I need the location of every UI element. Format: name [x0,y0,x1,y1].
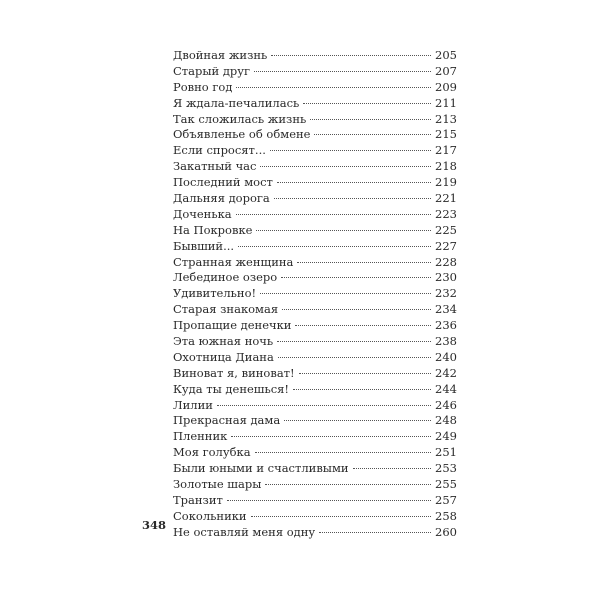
dot-leader [293,389,431,390]
dot-leader [281,277,431,278]
toc-entry-title: Куда ты денешься! [173,381,290,396]
toc-entry [173,318,457,334]
toc-entry [173,302,457,318]
toc-entry [173,398,457,414]
dot-leader [277,182,431,183]
toc-entry-title: Лебединое озеро [173,270,278,285]
toc-entry-title: Объявленье об обмене [173,127,311,142]
toc-entry-title: Ровно год [173,79,233,94]
dot-leader [254,71,431,72]
dot-leader [284,420,431,421]
toc-entry [173,255,457,271]
toc-entry-title: Лилии [173,397,213,412]
dot-leader [231,436,431,437]
toc-entry-title: Так сложилась жизнь [173,111,307,126]
dot-leader [303,103,431,104]
toc-entry [173,461,457,477]
toc-entry-title: Удивительно! [173,286,257,301]
toc-entry-page: 227 [435,238,457,253]
dot-leader [319,532,431,533]
dot-leader [236,214,431,215]
toc-entry-page: 230 [435,270,457,285]
toc-entry-title: Двойная жизнь [173,48,268,62]
dot-leader [260,293,431,294]
dot-leader [297,262,431,263]
toc-entry-page: 255 [435,477,457,492]
toc-entry-page: 258 [435,508,457,523]
toc-entry [173,286,457,302]
toc-entry-page: 234 [435,302,457,317]
dot-leader [310,119,431,120]
toc-entry-page: 228 [435,254,457,269]
toc-entry [173,96,457,112]
toc-entry [173,207,457,223]
toc-entry [173,445,457,461]
dot-leader [256,230,431,231]
toc-entry-page: 221 [435,191,457,206]
dot-leader [314,134,431,135]
toc-entry-title: Последний мост [173,175,273,190]
toc-entry [173,413,457,429]
toc-entry [173,525,457,541]
toc-entry-page: 232 [435,286,457,301]
toc-entry [173,127,457,143]
toc-entry-page: 260 [435,524,457,539]
toc-entry [173,334,457,350]
toc-entry-title: Пленник [173,429,228,444]
toc-entry [173,48,457,64]
toc-entry-title: Эта южная ночь [173,334,274,349]
toc-entry-title: Были юными и счастливыми [173,461,349,476]
toc-entry [173,477,457,493]
toc-entry-page: 248 [435,413,457,428]
toc-entry [173,159,457,175]
dot-leader [251,516,431,517]
toc-entry-page: 257 [435,492,457,507]
toc-entry-page: 207 [435,63,457,78]
dot-leader [274,198,431,199]
toc-entry-title: Моя голубка [173,445,251,460]
toc-entry-page: 240 [435,349,457,364]
toc-entry [173,80,457,96]
toc-entry-title: Виноват я, виноват! [173,365,295,380]
toc-entry [173,175,457,191]
toc-entry-title: Старая знакомая [173,302,279,317]
dot-leader [278,357,431,358]
toc-entry [173,143,457,159]
toc-entry-page: 244 [435,381,457,396]
dot-leader [260,166,431,167]
toc-entry-title: Транзит [173,492,223,507]
dot-leader [282,309,431,310]
toc-entry [173,64,457,80]
toc-entry-page: 218 [435,159,457,174]
dot-leader [277,341,431,342]
toc-entry [173,509,457,525]
toc-entry-title: Бывший... [173,238,235,253]
toc-entry-title: Сокольники [173,508,247,523]
dot-leader [227,500,431,501]
toc-entry-title: Я ждала-печалилась [173,95,300,110]
toc-entry-title: Странная женщина [173,254,294,269]
toc-entry [173,239,457,255]
toc-entry-title: Доченька [173,206,232,221]
toc-entry-page: 223 [435,206,457,221]
dot-leader [271,55,431,56]
toc-entry-title: Охотница Диана [173,349,274,364]
toc-entry-title: На Покровке [173,222,253,237]
dot-leader [236,87,431,88]
toc-entry-title: Старый друг [173,63,251,78]
dot-leader [217,405,431,406]
toc-entry-page: 225 [435,222,457,237]
toc-entry-title: Не оставляй меня одну [173,524,316,539]
toc-entry-page: 217 [435,143,457,158]
toc-entry-title: Прекрасная дама [173,413,281,428]
toc-entry [173,112,457,128]
toc-entry [173,429,457,445]
table-of-contents [173,48,457,541]
dot-leader [299,373,431,374]
toc-entry-page: 211 [435,95,457,110]
toc-entry [173,223,457,239]
toc-entry-page: 251 [435,445,457,460]
toc-entry-page: 205 [435,48,457,62]
toc-entry [173,350,457,366]
toc-entry-page: 209 [435,79,457,94]
toc-entry-title: Пропащие денечки [173,318,292,333]
page-number: 348 [142,518,167,532]
dot-leader [255,452,431,453]
dot-leader [270,150,431,151]
toc-entry-title: Закатный час [173,159,257,174]
toc-entry-page: 215 [435,127,457,142]
toc-entry-page: 246 [435,397,457,412]
toc-entry [173,366,457,382]
toc-entry-page: 238 [435,334,457,349]
toc-entry [173,382,457,398]
toc-entry [173,493,457,509]
toc-entry-page: 249 [435,429,457,444]
dot-leader [238,246,431,247]
toc-entry-page: 242 [435,365,457,380]
toc-entry [173,270,457,286]
toc-entry-page: 219 [435,175,457,190]
toc-entry-title: Дальняя дорога [173,191,270,206]
toc-entry-page: 236 [435,318,457,333]
toc-entry-title: Золотые шары [173,477,262,492]
dot-leader [265,484,431,485]
dot-leader [295,325,431,326]
toc-entry [173,191,457,207]
toc-entry-page: 253 [435,461,457,476]
dot-leader [353,468,431,469]
toc-entry-page: 213 [435,111,457,126]
toc-entry-title: Если спросят... [173,143,266,158]
